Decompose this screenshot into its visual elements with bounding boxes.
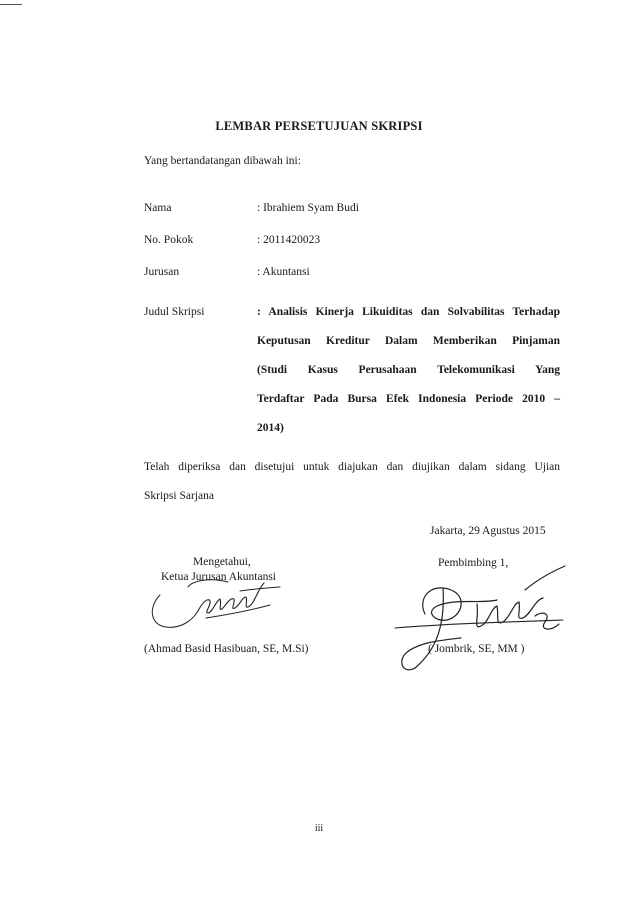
approval-statement: [144, 453, 560, 511]
statement-line: Telah diperiksa dan disetujui untuk diajukan dan diujikan dalam sidang Ujian: [144, 461, 560, 473]
scan-edge-mark: [0, 4, 22, 5]
head-of-department-name: (Ahmad Basid Hasibuan, SE, M.Si): [144, 643, 309, 655]
supervisor-signature: [385, 560, 575, 675]
thesis-title-line: (Studi Kasus Perusahaan Telekomunikasi Yang: [257, 364, 560, 376]
thesis-title-line: 2014): [257, 422, 284, 434]
field-label-department: Jurusan: [144, 266, 180, 278]
thesis-title-line: Terdaftar Pada Bursa Efek Indonesia Periode 2010 –: [257, 393, 560, 405]
head-of-department-role: Ketua Jurusan Akuntansi: [161, 571, 276, 583]
field-label-student-id: No. Pokok: [144, 234, 194, 246]
thesis-title: [257, 298, 560, 443]
supervisor-role: Pembimbing 1,: [438, 557, 509, 569]
field-value-student-id: : 2011420023: [257, 234, 321, 246]
supervisor-name: ( Jombrik, SE, MM ): [428, 643, 525, 655]
head-of-department-signature: [140, 575, 290, 635]
place-date: Jakarta, 29 Agustus 2015: [430, 525, 546, 537]
field-value-department: : Akuntansi: [257, 266, 310, 278]
thesis-title-line: : Analisis Kinerja Likuiditas dan Solvabilitas Terhadap: [257, 306, 560, 318]
intro-text: Yang bertandatangan dibawah ini:: [144, 155, 301, 167]
page-number: iii: [314, 823, 324, 834]
statement-line: Skripsi Sarjana: [144, 490, 214, 502]
thesis-title-line: Keputusan Kreditur Dalam Memberikan Pinjaman: [257, 335, 560, 347]
field-label-thesis-title: Judul Skripsi: [144, 306, 205, 318]
field-label-name: Nama: [144, 202, 172, 214]
acknowledged-label: Mengetahui,: [193, 556, 251, 568]
field-value-name: : Ibrahiem Syam Budi: [257, 202, 359, 214]
document-title: LEMBAR PERSETUJUAN SKRIPSI: [215, 119, 423, 133]
